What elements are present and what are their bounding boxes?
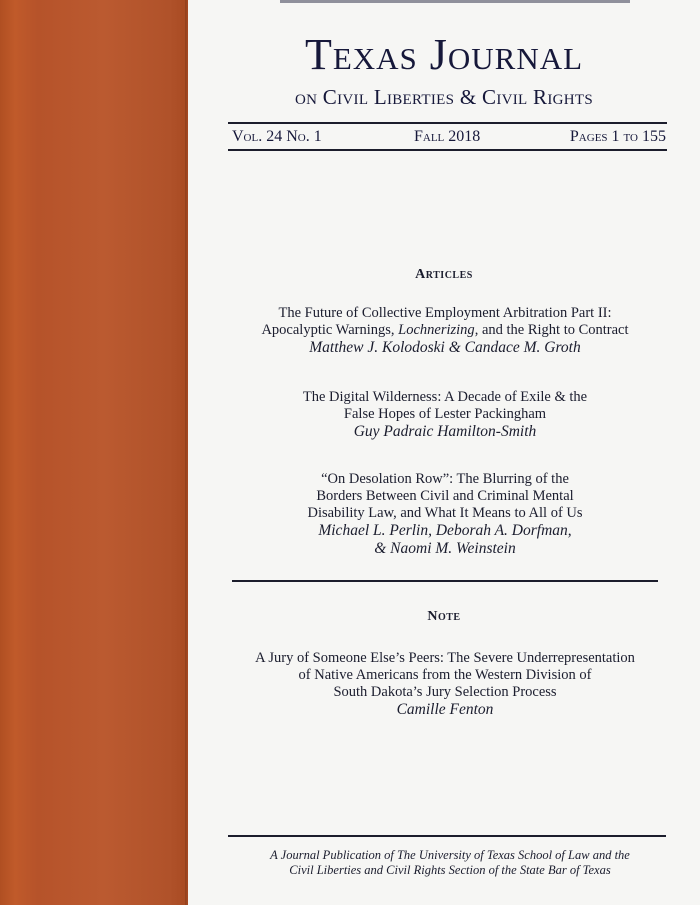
- article-title-line: Borders Between Civil and Criminal Mental: [316, 488, 574, 504]
- issue-volume: Vol. 24 No. 1: [232, 128, 322, 145]
- articles-heading: Articles: [415, 267, 473, 282]
- footer-line: Civil Liberties and Civil Rights Section of the State Bar of Texas: [289, 863, 611, 877]
- note-title-line: of Native Americans from the Western Division of: [298, 667, 592, 683]
- header-rule-bottom: [228, 149, 667, 151]
- article-title-line: The Future of Collective Employment Arbitration Part II:: [278, 305, 612, 321]
- journal-subtitle: on Civil Liberties & Civil Rights: [294, 85, 594, 109]
- issue-pages: Pages 1 to 155: [569, 128, 666, 145]
- note-title-line: South Dakota’s Jury Selection Process: [333, 684, 557, 700]
- top-edge-shadow: [280, 0, 630, 3]
- footer-line: A Journal Publication of The University of Texas School of Law and the: [270, 848, 630, 862]
- journal-title: Texas Journal: [304, 30, 584, 79]
- cover-spine-band: [0, 0, 188, 905]
- header-rule-top: [228, 122, 667, 124]
- article-entry: [200, 471, 690, 558]
- note-heading: Note: [427, 609, 461, 624]
- article-author: Guy Padraic Hamilton-Smith: [353, 423, 537, 440]
- article-title-line: Apocalyptic Warnings, Lochnerizing, and the Right to Contract: [261, 322, 629, 338]
- note-entry: [200, 650, 690, 719]
- note-title-line: A Jury of Someone Else’s Peers: The Severe Underrepresentation: [255, 650, 635, 666]
- article-author: & Naomi M. Weinstein: [374, 540, 516, 557]
- publisher-footer: [210, 848, 690, 878]
- article-title-line: Disability Law, and What It Means to All of Us: [307, 505, 583, 521]
- footer-rule: [228, 835, 666, 837]
- case-name-italic: Lochnerizing: [398, 322, 475, 338]
- article-author: Matthew J. Kolodoski & Candace M. Groth: [309, 339, 581, 356]
- note-author: Camille Fenton: [396, 701, 494, 718]
- article-title-line: False Hopes of Lester Packingham: [343, 406, 547, 422]
- issue-info-row: [232, 128, 666, 148]
- article-title-line: The Digital Wilderness: A Decade of Exile & the: [302, 389, 588, 405]
- section-divider: [232, 580, 658, 582]
- article-entry: [200, 305, 690, 357]
- issue-season: Fall 2018: [414, 128, 481, 145]
- article-title-line: “On Desolation Row”: The Blurring of the: [321, 471, 569, 487]
- article-author: Michael L. Perlin, Deborah A. Dorfman,: [318, 522, 572, 539]
- article-entry: [200, 389, 690, 441]
